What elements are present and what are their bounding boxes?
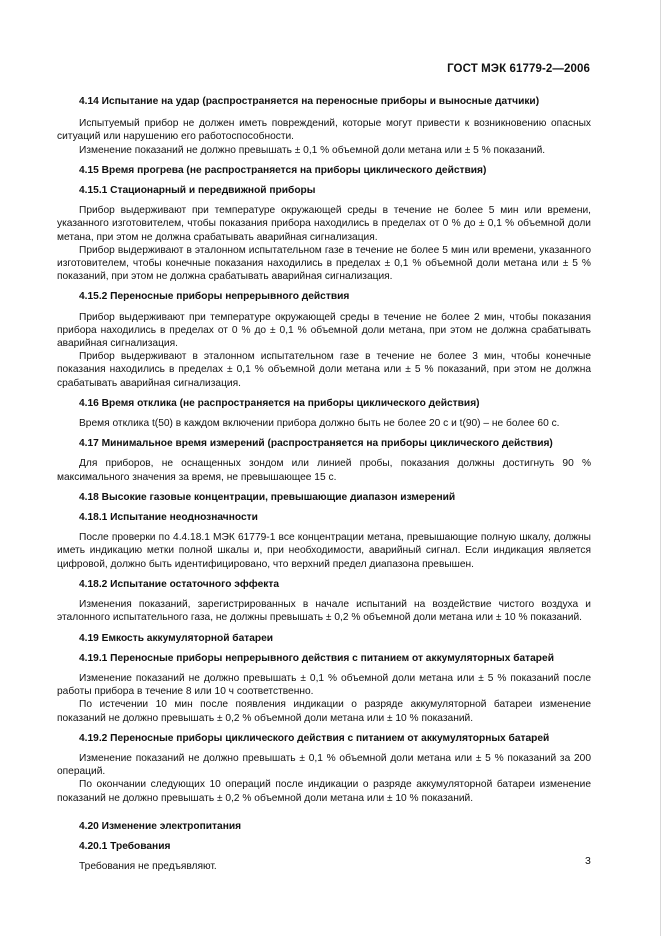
paragraph: По окончании следующих 10 операций после индикации о разряде аккумуляторной батареи изменение показаний не должно превышать ± 0,2 % объемной доли метана или ± 10 % показаний. (57, 779, 591, 804)
section-heading-4-15: 4.15 Время прогрева (не распространяется на приборы циклического действия) (79, 164, 487, 176)
paragraph: Требования не предъявляют. (79, 861, 217, 873)
paragraph: Изменение показаний не должно превышать ± 0,1 % объемной доли метана или ± 5 % показаний за 200 операций. (57, 752, 591, 778)
paragraph: Для приборов, не оснащенных зондом или линией пробы, показания должны достигнуть 90 % максимального значения за время, не превышающее 15 с. (57, 458, 591, 483)
section-heading-4-18: 4.18 Высокие газовые концентрации, превышающие диапазон измерений (79, 491, 456, 503)
document-id-header: ГОСТ МЭК 61779-2—2006 (447, 63, 590, 75)
section-heading-4-18-1: 4.18.1 Испытание неоднозначности (79, 512, 258, 524)
section-heading-4-14: 4.14 Испытание на удар (распространяется на переносные приборы и выносные датчики) (79, 96, 540, 107)
section-heading-4-20-1: 4.20.1 Требования (79, 840, 171, 852)
paragraph: После проверки по 4.4.18.1 МЭК 61779-1 все концентрации метана, превышающие полную шкалу, должны иметь индикацию метки полной шкалы и, при необходимости, аварийный сигнал. Если индикация является цифровой, должно быть идентифицировано, что верхний предел диапазона превышен. (57, 532, 591, 570)
paragraph: Прибор выдерживают в эталонном испытательном газе в течение не более 3 мин, чтобы конечные показания находились в пределах ± 0,1 % объемной доли метана или ± 5 % показаний, при этом не должна срабатывать аварийная сигнализация. (57, 351, 591, 389)
paragraph: Время отклика t(50) в каждом включении прибора должно быть не более 20 с и t(90) – не более 60 с. (79, 418, 560, 430)
paragraph: Прибор выдерживают при температуре окружающей среды в течение не более 5 мин или времени, указанного изготовителем, чтобы показания прибора находились в пределах от 0 % до ± 0,1 % объемной доли метана, при этом не должна срабатывать аварийная сигнализация. (57, 205, 591, 243)
section-heading-4-19: 4.19 Емкость аккумуляторной батареи (79, 632, 274, 644)
paragraph: Прибор выдерживают в эталонном испытательном газе в течение не более 5 мин или времени, указанного изготовителем, чтобы конечные показания находились в пределах ± 0,1 % объемной доли метана или ± 5 % показаний, при этом не должна срабатывать аварийная сигнализация. (57, 244, 591, 283)
section-heading-4-16: 4.16 Время отклика (не распространяется на приборы циклического действия) (79, 397, 480, 409)
paragraph: Прибор выдерживают при температуре окружающей среды в течение не более 2 мин, чтобы показания прибора находились в пределах от 0 % до ± 0,1 % объемной доли метана, при этом не должна срабатывать аварийная сигнализация. (57, 311, 591, 350)
paragraph: Изменения показаний, зарегистрированных в начале испытаний на воздействие чистого воздуха и эталонного испытательного газа, не должны превышать ± 0,2 % объемной доли метана или ± 10 % показаний. (57, 599, 591, 624)
paragraph: Изменение показаний не должно превышать ± 0,1 % объемной доли метана или ± 5 % показаний. (79, 144, 546, 156)
section-heading-4-15-1: 4.15.1 Стационарный и передвижной приборы (79, 185, 316, 197)
section-heading-4-17: 4.17 Минимальное время измерений (распространяется на приборы циклического действия) (79, 438, 553, 450)
document-body (57, 95, 591, 873)
paragraph: Изменение показаний не должно превышать ± 0,1 % объемной доли метана или ± 5 % показаний после работы прибора в течение 8 или 10 ч соответственно. (57, 672, 591, 698)
section-heading-4-20: 4.20 Изменение электропитания (79, 820, 242, 832)
section-heading-4-15-2: 4.15.2 Переносные приборы непрерывного действия (79, 291, 350, 303)
paragraph: По истечении 10 мин после появления индикации о разряде аккумуляторной батареи изменение показаний не должно превышать ± 0,2 % объемной доли метана или ± 10 % показаний. (57, 699, 591, 724)
section-heading-4-18-2: 4.18.2 Испытание остаточного эффекта (79, 578, 279, 590)
section-heading-4-19-1: 4.19.1 Переносные приборы непрерывного действия с питанием от аккумуляторных батарей (79, 652, 554, 664)
page-number: 3 (585, 855, 591, 867)
section-heading-4-19-2: 4.19.2 Переносные приборы циклического действия с питанием от аккумуляторных батарей (79, 732, 550, 744)
paragraph: Испытуемый прибор не должен иметь повреждений, которые могут привести к возникновению опасных ситуаций или нарушению его работоспособности. (57, 118, 591, 143)
